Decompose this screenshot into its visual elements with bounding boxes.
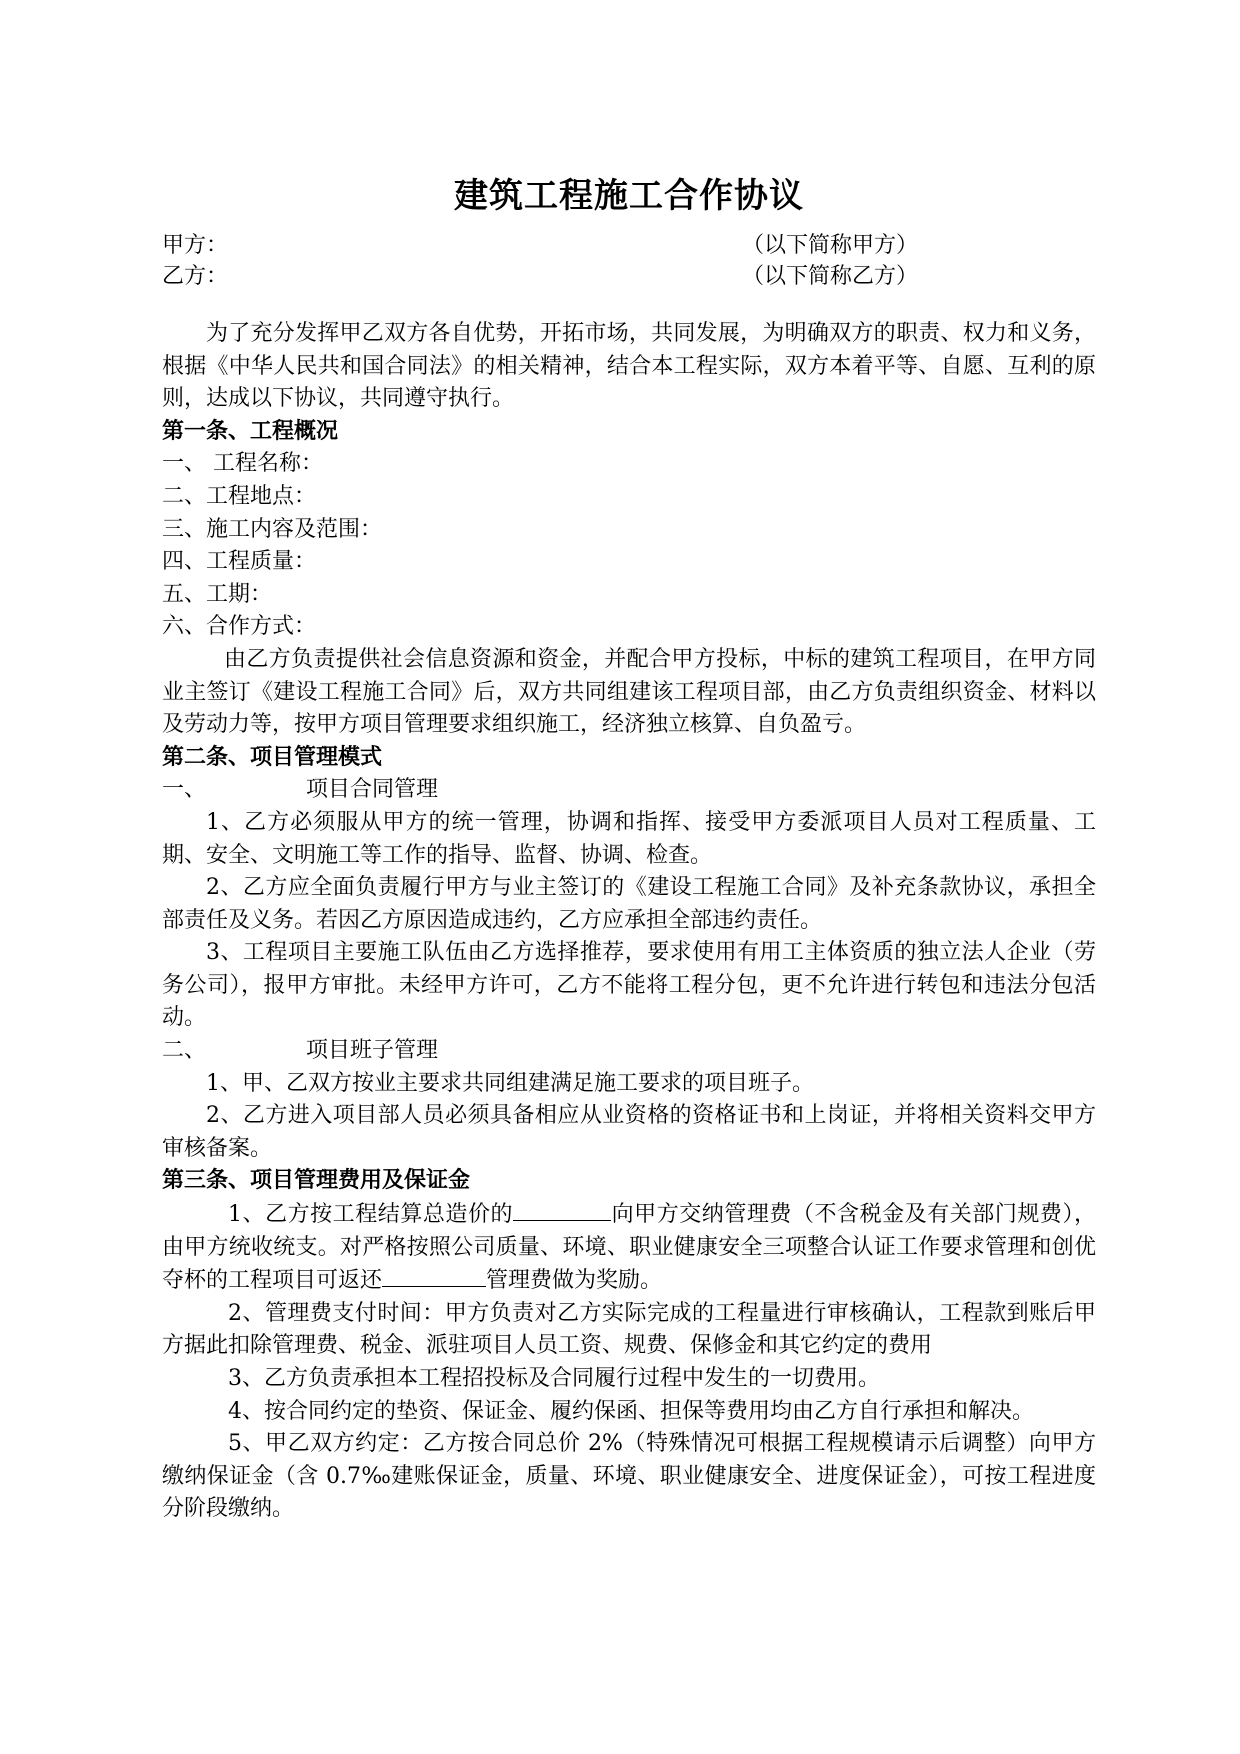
article2-sub1-heading xyxy=(162,774,1096,807)
article2-sub1-item-1: 1、乙方必须服从甲方的统一管理，协调和指挥、接受甲方委派项目人员对工程质量、工期、安全、文明施工等工作的指导、监督、协调、检查。 xyxy=(162,809,1096,868)
article3-item-5: 5、甲乙双方约定：乙方按合同总价 2%（特殊情况可根据工程规模请示后调整）向甲方缴纳保证金（含 0.7‰建账保证金，质量、环境、职业健康安全、进度保证金），可按工程进度分阶段缴纳。 xyxy=(162,1431,1096,1522)
party-a-line xyxy=(162,230,1096,262)
party-a-label: 甲方： xyxy=(162,233,229,258)
document-title: 建筑工程施工合作协议 xyxy=(454,176,804,216)
party-b-line xyxy=(162,261,1096,293)
article2-sub2-title: 项目班子管理 xyxy=(306,1038,439,1064)
article1-item-quality: 四、工程质量： xyxy=(162,549,317,575)
article2-sub2-heading xyxy=(162,1035,1096,1068)
party-b-note: （以下简称乙方） xyxy=(742,264,919,289)
article2-sub1-title: 项目合同管理 xyxy=(306,777,439,803)
contract-body xyxy=(162,321,1096,1526)
party-b-label: 乙方： xyxy=(162,264,229,289)
article3-item-1-part-b: 向甲方交纳管理费（不含税金及有关部门规费），由甲方统收统支。对严格按照公司质量、环境、职业健康安全三项整合认证工作要求管理和创优夺杯的工程项目可返还 xyxy=(162,1202,1096,1294)
fee-rate-blank[interactable] xyxy=(513,1198,611,1221)
article2-sub1-item-3: 3、工程项目主要施工队伍由乙方选择推荐，要求使用有用工主体资质的独立法人企业（劳务公司），报甲方审批。未经甲方许可，乙方不能将工程分包，更不允许进行转包和违法分包活动。 xyxy=(162,940,1096,1031)
party-a-note: （以下简称甲方） xyxy=(742,233,919,258)
article1-item-duration: 五、工期： xyxy=(162,581,273,607)
article3-item-2: 2、管理费支付时间：甲方负责对乙方实际完成的工程量进行审核确认，工程款到账后甲方据此扣除管理费、税金、派驻项目人员工资、规费、保修金和其它约定的费用 xyxy=(162,1300,1096,1359)
article2-heading: 第二条、项目管理模式 xyxy=(162,744,383,770)
article3-item-1 xyxy=(162,1198,1096,1298)
article3-heading: 第三条、项目管理费用及保证金 xyxy=(162,1168,471,1194)
article3-item-1-part-c: 管理费做为奖励。 xyxy=(486,1268,663,1294)
article1-heading: 第一条、工程概况 xyxy=(162,418,339,444)
article2-sub1-item-2: 2、乙方应全面负责履行甲方与业主签订的《建设工程施工合同》及补充条款协议，承担全部责任及义务。若因乙方原因造成违约，乙方应承担全部违约责任。 xyxy=(162,875,1096,933)
cooperation-paragraph: 由乙方负责提供社会信息资源和资金，并配合甲方投标，中标的建筑工程项目，在甲方同业主签订《建设工程施工合同》后，双方共同组建该工程项目部，由乙方负责组织资金、材料以及劳动力等，按甲方项目管理要求组织施工，经济独立核算、自负盈亏。 xyxy=(162,646,1096,738)
article1-item-cooperation: 六、合作方式： xyxy=(162,614,317,640)
intro-paragraph: 为了充分发挥甲乙双方各自优势，开拓市场，共同发展，为明确双方的职责、权力和义务，根据《中华人民共和国合同法》的相关精神，结合本工程实际，双方本着平等、自愿、互利的原则，达成以下协议，共同遵守执行。 xyxy=(162,321,1096,412)
refund-amount-blank[interactable] xyxy=(382,1264,486,1287)
article1-item-location: 二、工程地点： xyxy=(162,483,317,509)
article2-sub2-item-2: 2、乙方进入项目部人员必须具备相应从业资格的资格证书和上岗证，并将相关资料交甲方审核备案。 xyxy=(162,1103,1096,1161)
article2-sub2-item-1: 1、甲、乙双方按业主要求共同组建满足施工要求的项目班子。 xyxy=(206,1070,814,1096)
article3-item-1-part-a: 1、乙方按工程结算总造价的 xyxy=(228,1202,514,1228)
article1-item-scope: 三、施工内容及范围： xyxy=(162,516,383,542)
document-page xyxy=(162,0,1096,1754)
article3-item-4: 4、按合同约定的垫资、保证金、履约保函、担保等费用均由乙方自行承担和解决。 xyxy=(228,1398,1034,1424)
article1-item-name: 一、 工程名称： xyxy=(162,451,323,477)
article3-item-3: 3、乙方负责承担本工程招投标及合同履行过程中发生的一切费用。 xyxy=(228,1366,880,1391)
article2-sub1-number: 一、 xyxy=(162,777,207,803)
article2-sub2-number: 二、 xyxy=(162,1038,207,1064)
